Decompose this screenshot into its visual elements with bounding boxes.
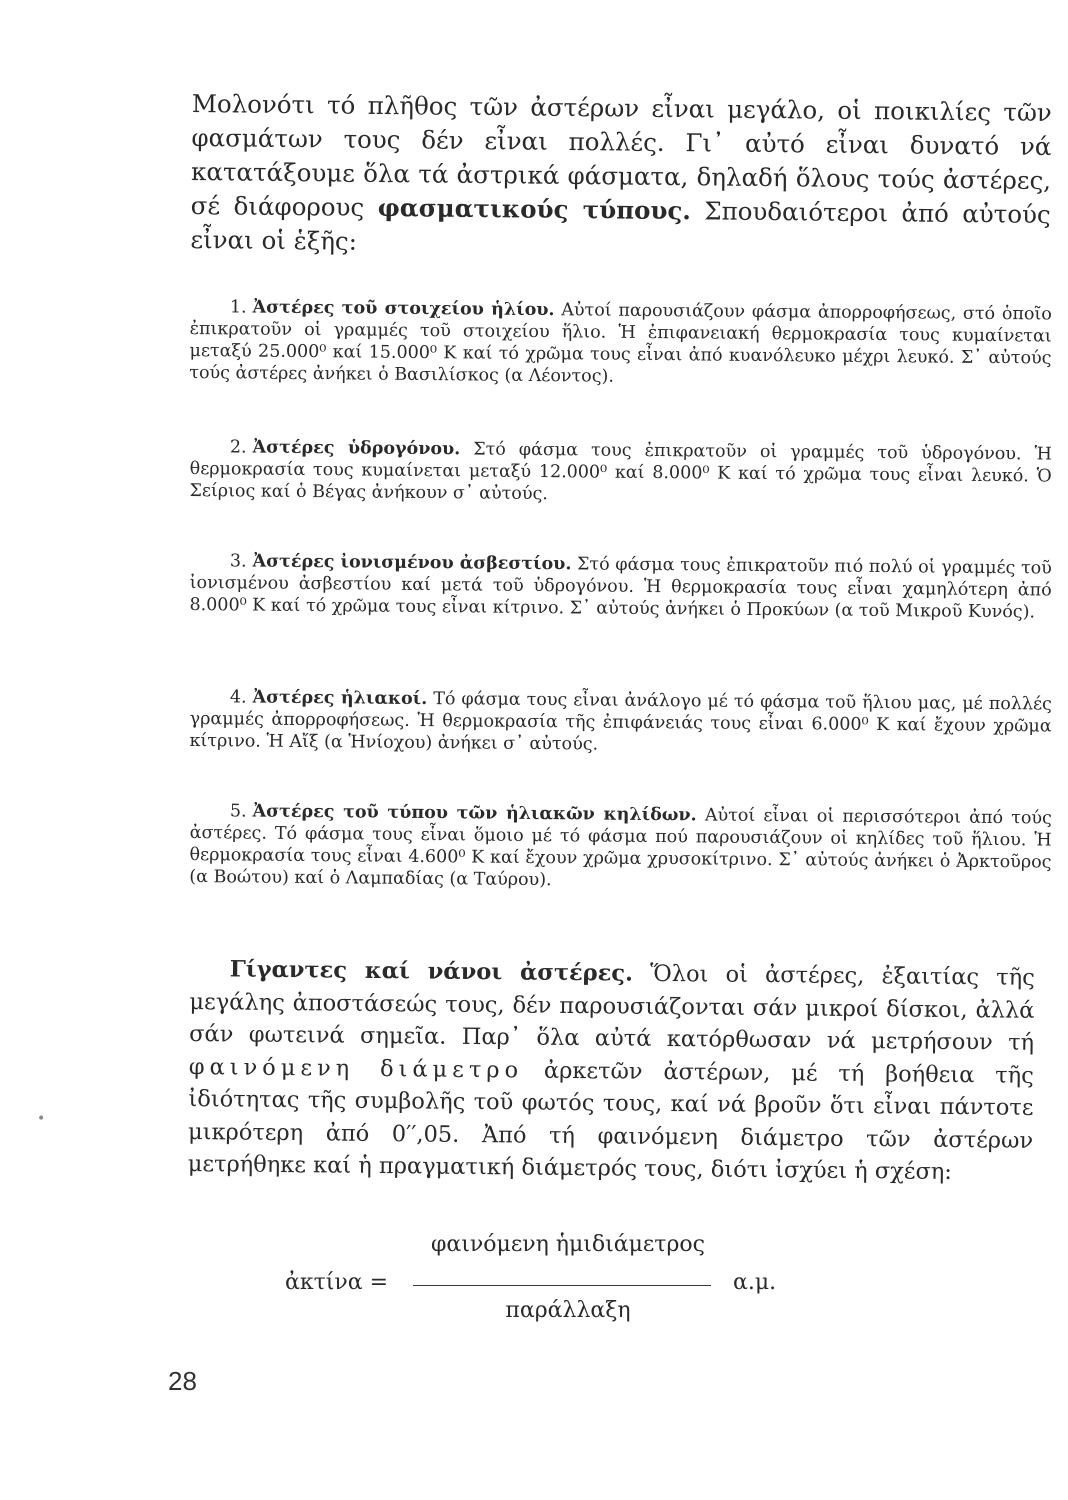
fraction-bar <box>413 1285 711 1286</box>
intro-paragraph <box>190 87 1052 266</box>
giants-text-2: ἀρκετῶν ἀστέρων, μέ τή βοήθεια τῆς ἰδιότητας τῆς συμβολῆς τοῦ φωτός τους, καί νά βροῦν ὅτι εἶναι πάντοτε μικρότερη ἀπό 0′′,05. Ἀπό τή φαινόμενη διάμετρο τῶν ἀστέρων μετρήθηκε καί ἡ πραγματική διάμετρός τους, διότι ἰσχύει ἡ σχέση: <box>187 1056 1034 1185</box>
giants-dwarfs-paragraph <box>188 953 1035 1189</box>
item-number: 1. <box>229 296 247 317</box>
item-text: Αὐτοί παρουσιάζουν φάσμα ἀπορροφήσεως, στό ὁποῖο ἐπικρατοῦν οἱ γραμμές τοῦ στοιχείου ἥλιο. Ἡ ἐπιφανειακή θερμοκρασία τους κυμαίνεται μεταξύ 25.000⁰ καί 15.000⁰ Κ καί τό χρῶμα τους εἶναι ἀπό κυανόλευκο μέχρι λευκό. Σ᾽ αὐτούς τούς ἀστέρες ἀνήκει ὁ Βασιλίσκος (α Λέοντος). <box>189 299 1052 387</box>
giants-spaced-term: φαινόμενη διάμετρο <box>188 1052 524 1083</box>
item-title: Ἀστέρες τοῦ τύπου τῶν ἡλιακῶν κηλίδων. <box>252 801 697 825</box>
item-number: 4. <box>229 686 247 707</box>
intro-term: φασματικούς τύπους. <box>377 192 692 225</box>
item-number: 5. <box>229 800 247 821</box>
formula-lhs: ἀκτίνα = <box>285 1270 389 1295</box>
formula-denominator: παράλλαξη <box>505 1298 631 1323</box>
item-title: Ἀστέρες ἡλιακοί. <box>252 687 428 709</box>
giants-text-1: Ὅλοι οἱ ἀστέρες, ἐξαιτίας τῆς μεγάλης ἀποστάσεώς τους, δέν παρουσιάζονται σάν μικροί δίσκοι, ἀλλά σάν φωτεινά σημεῖα. Παρ᾽ ὅλα αὐτά κατόρθωσαν νά μετρήσουν τή <box>189 960 1035 1056</box>
spectral-type-item <box>189 800 1052 896</box>
item-title: Ἀστέρες ὑδρογόνου. <box>252 437 461 459</box>
scan-speck: • <box>37 1111 46 1127</box>
intro-text-1: Μολονότι τό πλῆθος τῶν ἀστέρων εἶναι μεγάλο, οἱ ποικιλίες τῶν φασμάτων τους δέν εἶναι πολλές. Γι᾽ αὐτό εἶναι δυνατό νά κατατάξουμε ὅλα τά ἀστρικά φάσματα, δηλαδή ὅλους τούς ἀστέρες, σέ διάφορους <box>190 88 1052 222</box>
item-text: Στό φάσμα τους ἐπικρατοῦν πιό πολύ οἱ γραμμές τοῦ ἰονισμένου ἀσβεστίου καί μετά τοῦ ὑδρογόνου. Ἡ θερμοκρασία τους εἶναι χαμηλότερη ἀπό 8.000⁰ Κ καί τό χρῶμα τους εἶναι κίτρινο. Σ᾽ αὐτούς ἀνήκει ὁ Προκύων (α τοῦ Μικροῦ Κυνός). <box>189 553 1052 622</box>
item-number: 2. <box>229 436 247 457</box>
formula-numerator: φαινόμενη ἡμιδιάμετρος <box>431 1232 705 1257</box>
spectral-type-item <box>189 296 1052 392</box>
item-title: Ἀστέρες ἰονισμένου ἀσβεστίου. <box>252 551 572 574</box>
item-text: Τό φάσμα τους εἶναι ἀνάλογο μέ τό φάσμα τοῦ ἥλιου μας, μέ πολλές γραμμές ἀπορροφήσεως. Ἡ θερμοκρασία τῆς ἐπιφάνειάς τους εἶναι 6.000⁰ Κ καί ἔχουν χρῶμα κίτρινο. Ἡ Αἴξ (α Ἡνίοχου) ἀνήκει σ᾽ αὐτούς. <box>189 688 1052 755</box>
formula-unit: α.μ. <box>733 1270 777 1295</box>
item-title: Ἀστέρες τοῦ στοιχείου ἡλίου. <box>252 297 555 320</box>
intro-text-2: Σπουδαιότεροι ἀπό αὐτούς εἶναι οἱ ἑξῆς: <box>190 195 1051 256</box>
item-text: Στό φάσμα τους ἐπικρατοῦν οἱ γραμμές τοῦ ὑδρογόνου. Ἡ θερμοκρασία τους κυμαίνεται μεταξύ 12.000⁰ καί 8.000⁰ Κ καί τό χρῶμα τους εἶναι λευκό. Ὁ Σείριος καί ὁ Βέγας ἀνήκουν σ᾽ αὐτούς. <box>189 438 1052 504</box>
item-number: 3. <box>229 550 247 571</box>
spectral-type-item <box>189 550 1052 624</box>
page-number: 28 <box>168 1366 197 1396</box>
item-text: Αὐτοί εἶναι οἱ περισσότεροι ἀπό τούς ἀστέρες. Τό φάσμα τους εἶναι ὅμοιο μέ τό φάσμα πού παρουσιάζουν οἱ κηλίδες τοῦ ἥλιου. Ἡ θερμοκρασία τους εἶναι 4.600⁰ Κ καί ἔχουν χρῶμα χρυσοκίτρινο. Σ᾽ αὐτούς ἀνήκει ὁ Ἀρκτοῦρος (α Βοώτου) καί ὁ Λαμπαδίας (α Ταύρου). <box>189 804 1052 890</box>
spectral-type-item <box>189 686 1052 760</box>
giants-heading: Γίγαντες καί νάνοι ἀστέρες. <box>229 955 634 987</box>
radius-formula <box>285 1232 845 1342</box>
spectral-type-item <box>189 436 1052 510</box>
